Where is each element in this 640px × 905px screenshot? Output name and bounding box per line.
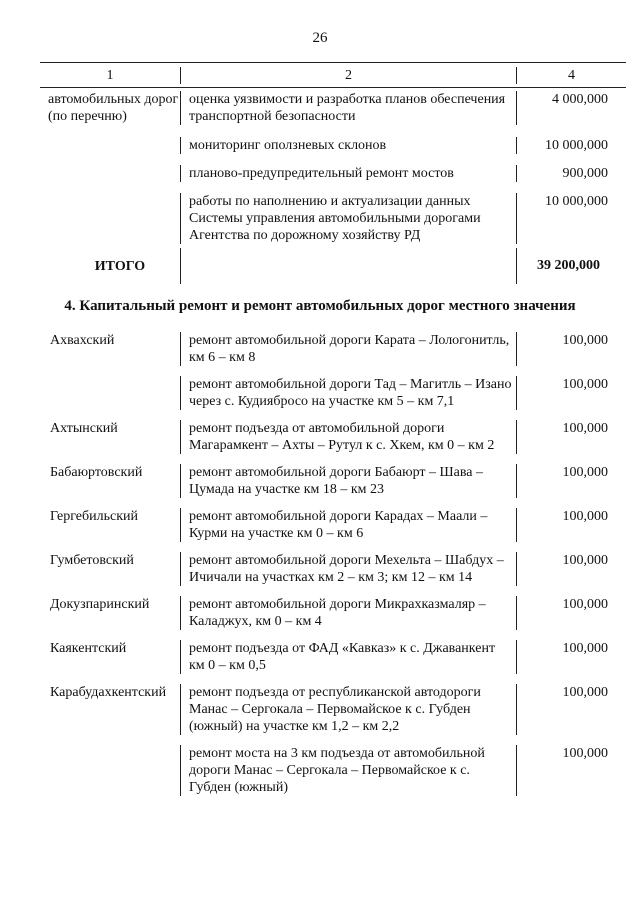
work-cell: ремонт подъезда от автомобильной дороги Магарамкент – Ахты – Рутул к с. Хкем, км 0 – км 2 (180, 420, 516, 454)
page-number: 26 (312, 30, 328, 46)
district-cell: Карабудахкентский (50, 685, 167, 700)
amount-cell: 100,000 (516, 464, 626, 498)
table-header (40, 62, 626, 88)
amount-cell: 100,000 (516, 420, 626, 454)
amount-cell: 10 000,000 (516, 137, 626, 154)
budget-table-top (40, 62, 626, 284)
amount-cell: 100,000 (516, 684, 626, 735)
section-title: 4. Капитальный ремонт и ремонт автомобильных дорог местного значения (64, 298, 576, 314)
table-row (40, 88, 626, 125)
table-row (40, 684, 626, 745)
table-row (40, 332, 626, 376)
work-cell: ремонт автомобильной дороги Бабаюрт – Шава – Цумада на участке км 18 – км 23 (180, 464, 516, 498)
amount-cell: 10 000,000 (516, 193, 626, 244)
total-row (40, 248, 626, 284)
work-cell: планово-предупредительный ремонт мостов (180, 165, 516, 182)
work-cell: ремонт автомобильной дороги Микрахказмаляр – Каладжух, км 0 – км 4 (180, 596, 516, 630)
work-cell: ремонт автомобильной дороги Мехельта – Шабдух – Ичичали на участках км 2 – км 3; км 12 – км 14 (180, 552, 516, 586)
amount-cell: 100,000 (516, 596, 626, 630)
district-cell (40, 376, 180, 410)
work-cell: ремонт подъезда от ФАД «Кавказ» к с. Джаванкент км 0 – км 0,5 (180, 640, 516, 674)
district-cell: Каякентский (50, 641, 127, 656)
district-cell: автомобильных дорог (по перечню) (48, 92, 179, 124)
district-cell (40, 193, 180, 244)
amount-cell: 100,000 (516, 376, 626, 410)
work-cell: работы по наполнению и актуализации данных Системы управления автомобильными дорогами Агентства по дорожному хозяйству РД (180, 193, 516, 244)
table-row (40, 464, 626, 508)
table-row (40, 376, 626, 420)
table-row (40, 508, 626, 552)
repair-table (40, 332, 626, 816)
header-col-2: 2 (180, 67, 516, 84)
district-cell (40, 165, 180, 182)
work-cell: ремонт моста на 3 км подъезда от автомобильной дороги Манас – Сергокала – Первомайское к с. Губден (южный) (180, 745, 516, 796)
header-col-1: 1 (106, 67, 114, 83)
amount-cell: 100,000 (516, 640, 626, 674)
total-amount: 39 200,000 (516, 248, 626, 284)
total-label: ИТОГО (94, 258, 146, 274)
amount-cell: 100,000 (516, 508, 626, 542)
work-cell: ремонт автомобильной дороги Тад – Магитль – Изано через с. Кудиябросо на участке км 5 – км 7,1 (180, 376, 516, 410)
district-cell: Гумбетовский (50, 553, 134, 568)
work-cell: мониторинг оползневых склонов (180, 137, 516, 154)
district-cell: Гергебильский (50, 509, 138, 524)
district-cell: Ахтынский (50, 421, 118, 436)
table-row (40, 420, 626, 464)
work-cell: оценка уязвимости и разработка планов обеспечения транспортной безопасности (180, 91, 516, 125)
table-row (40, 596, 626, 640)
work-cell: ремонт автомобильной дороги Карадах – Маали – Курми на участке км 0 – км 6 (180, 508, 516, 542)
amount-cell: 100,000 (516, 745, 626, 796)
district-cell (40, 137, 180, 154)
amount-cell: 900,000 (516, 165, 626, 182)
table-row (40, 154, 626, 182)
district-cell (40, 745, 180, 796)
table-row (40, 640, 626, 684)
amount-cell: 100,000 (516, 552, 626, 586)
total-empty-cell (180, 248, 516, 284)
work-cell: ремонт автомобильной дороги Карата – Лологонитль, км 6 – км 8 (180, 332, 516, 366)
header-col-4: 4 (516, 67, 626, 84)
work-cell: ремонт подъезда от республиканской автодороги Манас – Сергокала – Первомайское к с. Губден (южный) на участке км 1,2 – км 2,2 (180, 684, 516, 735)
amount-cell: 4 000,000 (516, 91, 626, 125)
district-cell: Бабаюртовский (50, 465, 143, 480)
district-cell: Ахвахский (50, 333, 115, 348)
table-row (40, 552, 626, 596)
district-cell: Докузпаринский (50, 597, 150, 612)
table-row (40, 745, 626, 816)
table-row (40, 182, 626, 244)
amount-cell: 100,000 (516, 332, 626, 366)
table-row (40, 125, 626, 154)
